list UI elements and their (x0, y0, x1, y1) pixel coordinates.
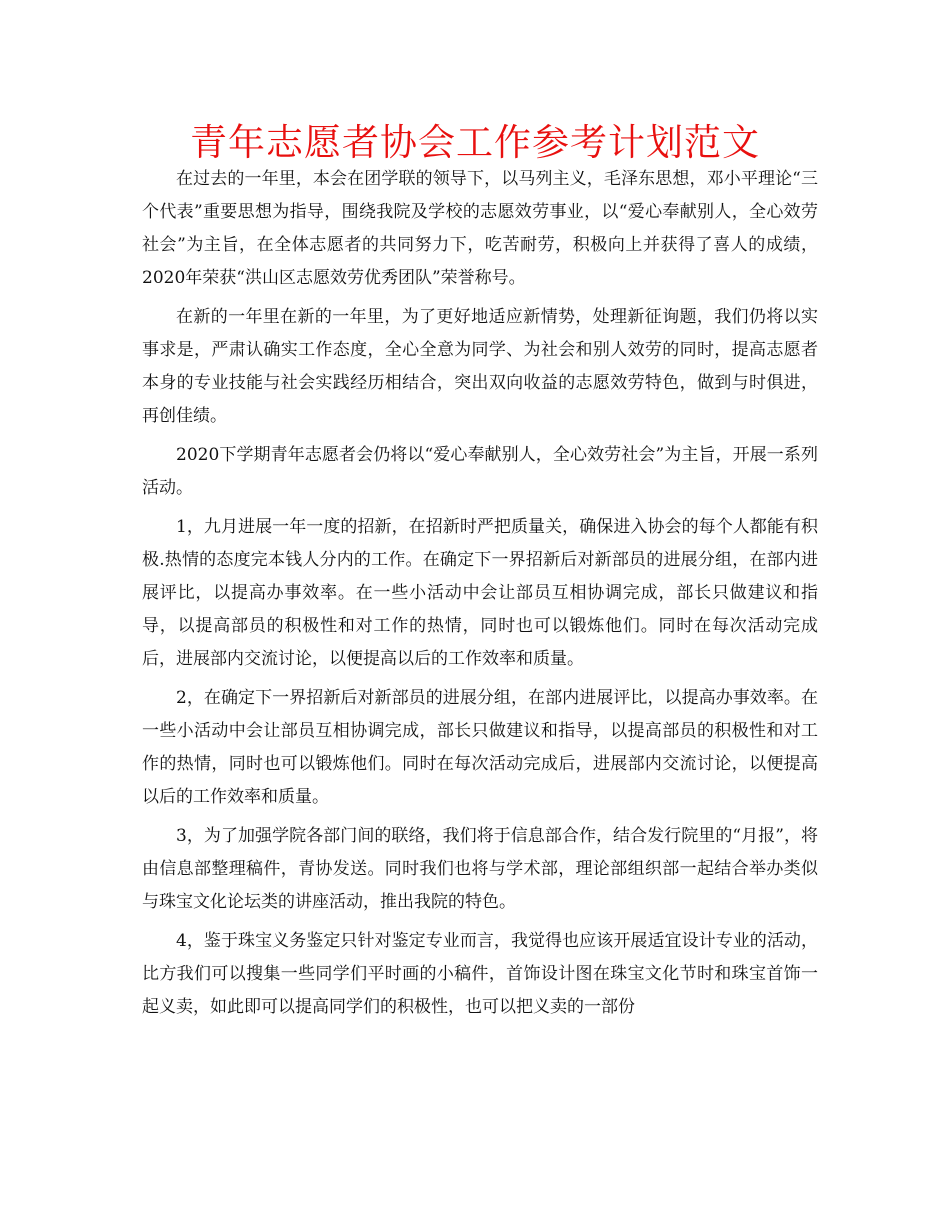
paragraph: 2，在确定下一界招新后对新部员的进展分组，在部内进展评比，以提高办事效率。在一些小活动中会让部员互相协调完成，部长只做建议和指导，以提高部员的积极性和对工作的热情，同时也可以锻炼他们。同时在每次活动完成后，进展部内交流讨论，以便提高以后的工作效率和质量。 (142, 688, 818, 807)
document-title: 青年志愿者协会工作参考计划范文 (190, 121, 760, 164)
paragraph: 4，鉴于珠宝义务鉴定只针对鉴定专业而言，我觉得也应该开展适宜设计专业的活动，比方我们可以搜集一些同学们平时画的小稿件，首饰设计图在珠宝文化节时和珠宝首饰一起义卖，如此即可以提高同学们的积极性，也可以把义卖的一部份 (142, 931, 818, 1017)
document-body (142, 163, 818, 1030)
paragraph: 在新的一年里在新的一年里，为了更好地适应新情势，处理新征询题，我们仍将以实事求是，严肃认确实工作态度，全心全意为同学、为社会和别人效劳的同时，提高志愿者本身的专业技能与社会实践经历相结合，突出双向收益的志愿效劳特色，做到与时俱进，再创佳绩。 (142, 307, 818, 426)
paragraph: 2020下学期青年志愿者会仍将以“爱心奉献别人，全心效劳社会”为主旨，开展一系列活动。 (142, 445, 818, 498)
paragraph: 在过去的一年里，本会在团学联的领导下，以马列主义，毛泽东思想，邓小平理论“三个代表”重要思想为指导，围绕我院及学校的志愿效劳事业，以“爱心奉献别人，全心效劳社会”为主旨，在全体志愿者的共同努力下，吃苦耐劳，积极向上并获得了喜人的成绩，2020年荣获“洪山区志愿效劳优秀团队”荣誉称号。 (142, 169, 818, 288)
paragraph: 1，九月进展一年一度的招新，在招新时严把质量关，确保进入协会的每个人都能有积极.热情的态度完本钱人分内的工作。在确定下一界招新后对新部员的进展分组，在部内进展评比，以提高办事效率。在一些小活动中会让部员互相协调完成，部长只做建议和指导，以提高部员的积极性和对工作的热情，同时也可以锻炼他们。同时在每次活动完成后，进展部内交流讨论，以便提高以后的工作效率和质量。 (142, 517, 818, 669)
paragraph: 3，为了加强学院各部门间的联络，我们将于信息部合作，结合发行院里的“月报”，将由信息部整理稿件，青协发送。同时我们也将与学术部，理论部组织部一起结合举办类似与珠宝文化论坛类的讲座活动，推出我院的特色。 (142, 826, 818, 912)
